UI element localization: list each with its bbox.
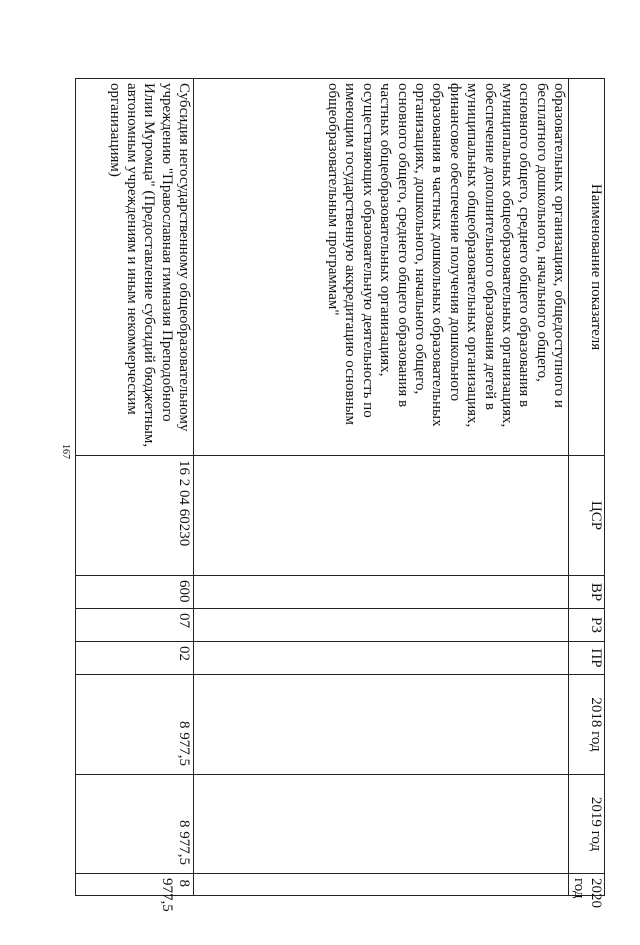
cell-pr	[194, 642, 569, 675]
header-csr: ЦСР	[569, 456, 605, 576]
header-2019: 2019 год	[569, 775, 605, 874]
cell-csr: 16 2 04 60230	[76, 456, 194, 576]
header-2020: 2020 год	[569, 874, 605, 896]
cell-name: образовательных организациях, общедоступного и бесплатного дошкольного, начального общего, основного общего, среднего общего образования в муниципальных общеобразовательных организациях, обеспечение дополнительного образования детей в муниципальных общеобразовательных организациях, финансовое обеспечение получения дошкольного образования в частных дошкольных образовательных организациях, дошкольного, начального общего, основного общего, среднего общего образования в частных общеобразовательных организациях, осуществляющих образовательную деятельность по имеющим государственную аккредитацию основным общеобразовательным программам"	[194, 79, 569, 456]
cell-name: Субсидия негосударственному общеобразовательному учреждению "Православная гимназия Преподобного Илии Муромца" (Предоставление субсидий бюджетным, автономным учреждениям и иным некоммерческим организациям)	[76, 79, 194, 456]
cell-pr: 02	[76, 642, 194, 675]
cell-rz: 07	[76, 609, 194, 642]
header-pr: ПР	[569, 642, 605, 675]
header-2018: 2018 год	[569, 675, 605, 775]
cell-2018	[194, 675, 569, 775]
header-rz: РЗ	[569, 609, 605, 642]
header-vr: ВР	[569, 576, 605, 609]
header-name: Наименование показателя	[569, 79, 605, 456]
cell-vr: 600	[76, 576, 194, 609]
table-row	[194, 79, 569, 896]
cell-2019: 8 977,5	[76, 775, 194, 874]
cell-2020	[194, 874, 569, 896]
cell-csr	[194, 456, 569, 576]
page-number: 167	[60, 444, 71, 459]
rotated-page-content	[75, 40, 605, 945]
cell-2019	[194, 775, 569, 874]
cell-2018: 8 977,5	[76, 675, 194, 775]
table-row	[76, 79, 194, 896]
cell-2020: 8 977,5	[76, 874, 194, 896]
cell-rz	[194, 609, 569, 642]
cell-vr	[194, 576, 569, 609]
table-header-row	[569, 79, 605, 896]
budget-table	[75, 78, 605, 912]
